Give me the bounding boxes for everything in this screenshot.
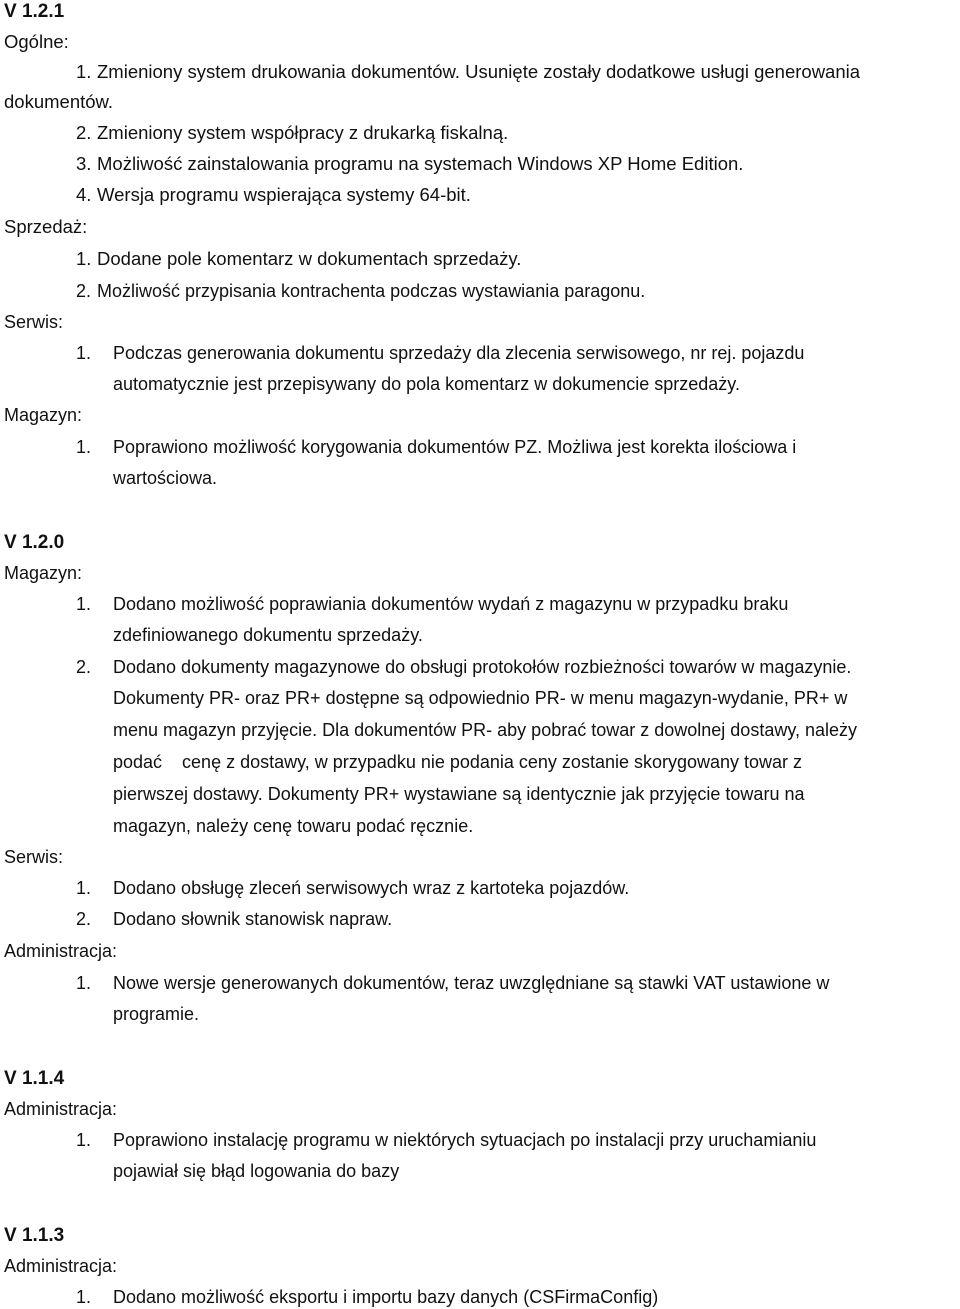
version-title: V 1.1.3: [4, 1225, 65, 1246]
version-title: V 1.2.0: [4, 532, 65, 553]
item-text: Dokumenty PR- oraz PR+ dostępne są odpowiednio PR- w menu magazyn-wydanie, PR+ w: [113, 688, 848, 708]
item-text: Dodano obsługę zleceń serwisowych wraz z kartoteka pojazdów.: [113, 878, 630, 898]
item-text: automatycznie jest przepisywany do pola komentarz w dokumencie sprzedaży.: [113, 374, 740, 394]
section-heading: Magazyn:: [4, 563, 83, 583]
item-text: Możliwość zainstalowania programu na systemach Windows XP Home Edition.: [97, 153, 744, 174]
item-number: 2.: [76, 122, 92, 143]
item-number: 1.: [76, 437, 92, 457]
section-heading: Administracja:: [4, 1256, 118, 1276]
item-text: Możliwość przypisania kontrachenta podczas wystawiania paragonu.: [97, 281, 646, 301]
item-text: Dodano słownik stanowisk napraw.: [113, 909, 393, 929]
item-text: programie.: [113, 1004, 200, 1024]
section-heading: Magazyn:: [4, 405, 83, 425]
item-text: Dodano możliwość poprawiania dokumentów wydań z magazynu w przypadku braku: [113, 594, 789, 614]
item-number: 1.: [76, 248, 92, 269]
item-number: 1.: [76, 61, 92, 82]
section-heading: Administracja:: [4, 941, 118, 961]
item-number: 1.: [76, 973, 92, 993]
section-heading: Serwis:: [4, 847, 64, 867]
item-number: 2.: [76, 281, 92, 301]
item-text: Wersja programu wspierająca systemy 64-bit.: [97, 184, 471, 205]
item-text: podać cenę z dostawy, w przypadku nie podania ceny zostanie skorygowany towar z: [113, 752, 803, 772]
item-text: wartościowa.: [113, 468, 218, 488]
item-text: pojawiał się błąd logowania do bazy: [113, 1161, 400, 1181]
item-text: Nowe wersje generowanych dokumentów, teraz uwzględniane są stawki VAT ustawione w: [113, 973, 830, 993]
item-text: Dodano dokumenty magazynowe do obsługi protokołów rozbieżności towarów w magazynie.: [113, 657, 852, 677]
item-text: Dodane pole komentarz w dokumentach sprzedaży.: [97, 248, 522, 269]
section-heading: Administracja:: [4, 1099, 118, 1119]
item-text: Zmieniony system drukowania dokumentów. Usunięte zostały dodatkowe usługi generowania: [97, 61, 861, 82]
item-text: Podczas generowania dokumentu sprzedaży dla zlecenia serwisowego, nr rej. pojazdu: [113, 343, 805, 363]
item-number: 2.: [76, 657, 92, 677]
item-number: 1.: [76, 594, 92, 614]
section-heading: Ogólne:: [4, 31, 69, 52]
item-text: menu magazyn przyjęcie. Dla dokumentów PR- aby pobrać towar z dowolnej dostawy, należy: [113, 720, 858, 740]
item-number: 4.: [76, 184, 92, 205]
item-text: Dodano możliwość eksportu i importu bazy danych (CSFirmaConfig): [113, 1287, 659, 1307]
item-number: 1.: [76, 878, 92, 898]
item-number: 2.: [76, 909, 92, 929]
item-number: 1.: [76, 343, 92, 363]
item-number: 1.: [76, 1287, 92, 1307]
item-text: Poprawiono możliwość korygowania dokumentów PZ. Możliwa jest korekta ilościowa i: [113, 437, 797, 457]
item-text: Poprawiono instalację programu w niektórych sytuacjach po instalacji przy uruchamianiu: [113, 1130, 817, 1150]
version-title: V 1.1.4: [4, 1068, 65, 1089]
section-heading: Sprzedaż:: [4, 216, 88, 237]
item-text: magazyn, należy cenę towaru podać ręcznie.: [113, 816, 474, 836]
item-text: zdefiniowanego dokumentu sprzedaży.: [113, 625, 423, 645]
section-heading: Serwis:: [4, 312, 64, 332]
item-text: pierwszej dostawy. Dokumenty PR+ wystawiane są identycznie jak przyjęcie towaru na: [113, 784, 805, 804]
version-title: V 1.2.1: [4, 1, 65, 22]
item-text: Zmieniony system współpracy z drukarką fiskalną.: [97, 122, 509, 143]
item-number: 3.: [76, 153, 92, 174]
item-text: dokumentów.: [4, 91, 114, 112]
item-number: 1.: [76, 1130, 92, 1150]
